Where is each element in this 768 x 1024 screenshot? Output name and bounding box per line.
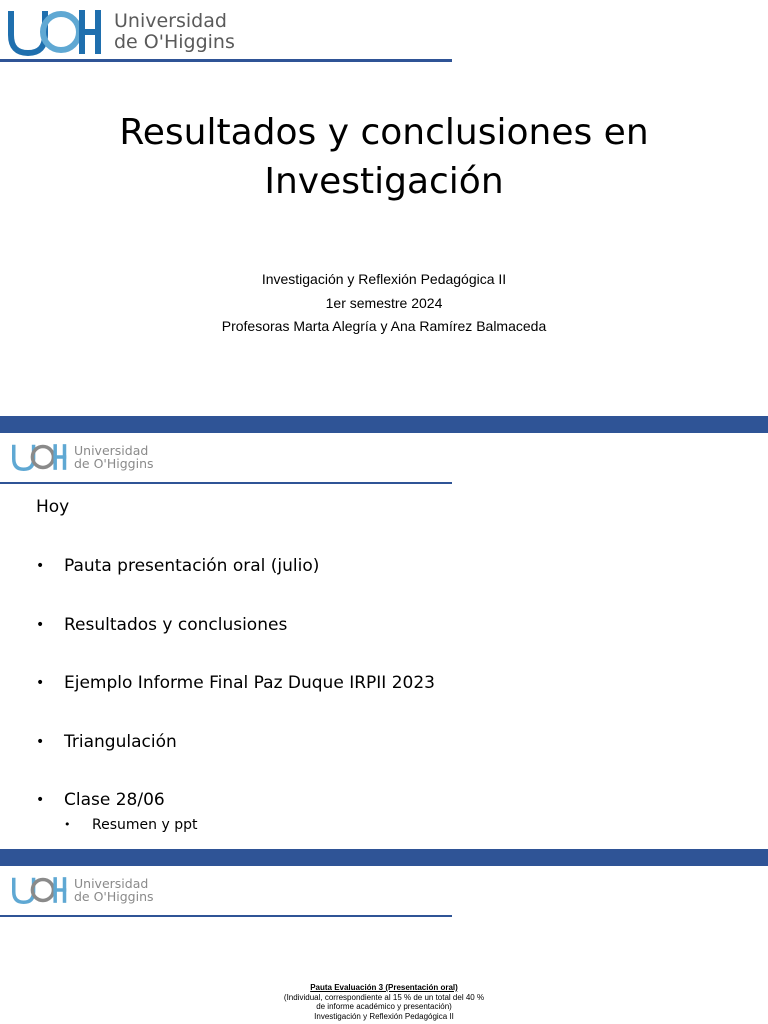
bullet-icon: • — [36, 733, 45, 750]
bullet-icon: • — [64, 818, 71, 831]
slide-title — [0, 0, 768, 416]
university-logo — [12, 443, 154, 471]
list-item-text: Ejemplo Informe Final Paz Duque IRPII 2023 — [64, 673, 435, 693]
title-line-2: Investigación — [264, 161, 504, 202]
list-item-text: Triangulación — [64, 731, 177, 752]
list-item-text: Resultados y conclusiones — [64, 614, 288, 635]
list-item-text: Clase 28/06 — [64, 790, 165, 810]
slide-title-text — [0, 108, 768, 206]
header-rule — [0, 915, 452, 917]
rubric-line-4: Investigación y Reflexión Pedagógica II — [314, 1011, 454, 1021]
agenda-heading: Hoy — [36, 497, 70, 517]
rubric-title: Pauta Evaluación 3 (Presentación oral) — [310, 983, 458, 992]
sub-list-item-text: Resumen y ppt — [92, 817, 198, 833]
bullet-icon: • — [36, 558, 45, 574]
bullet-icon: • — [36, 792, 45, 808]
rubric-header — [0, 983, 768, 1021]
logo-line-1: Universidad — [114, 10, 227, 33]
university-logo — [8, 8, 235, 56]
logo-wordmark — [74, 877, 154, 904]
bullet-icon: • — [36, 675, 45, 691]
logo-line-2: de O'Higgins — [74, 456, 154, 471]
uoh-logo-icon — [12, 876, 68, 904]
logo-line-2: de O'Higgins — [114, 31, 235, 53]
professors: Profesoras Marta Alegría y Ana Ramírez Balmaceda — [221, 318, 547, 334]
slide-divider — [0, 849, 768, 866]
logo-wordmark — [114, 11, 235, 52]
slide-divider — [0, 416, 768, 433]
header-rule — [0, 482, 452, 484]
rubric-line-3: de informe académico y presentación) — [316, 1002, 452, 1011]
semester: 1er semestre 2024 — [325, 294, 443, 311]
bullet-icon: • — [36, 616, 45, 633]
logo-wordmark — [74, 444, 154, 471]
logo-line-1: Universidad — [74, 875, 149, 891]
rubric-line-2: (Individual, correspondiente al 15 % de un total del 40 % — [283, 992, 485, 1002]
slide-agenda — [0, 433, 768, 849]
uoh-logo-icon — [8, 8, 104, 56]
course-info — [0, 268, 768, 339]
uoh-logo-icon — [12, 443, 68, 471]
header-rule — [0, 59, 452, 62]
logo-line-1: Universidad — [74, 442, 149, 458]
list-item-text: Pauta presentación oral (julio) — [64, 556, 320, 576]
slide-rubric — [0, 866, 768, 1024]
logo-line-2: de O'Higgins — [74, 889, 154, 904]
title-line-1: Resultados y conclusiones en — [119, 112, 649, 153]
course-name: Investigación y Reflexión Pedagógica II — [261, 271, 507, 287]
university-logo — [12, 876, 154, 904]
